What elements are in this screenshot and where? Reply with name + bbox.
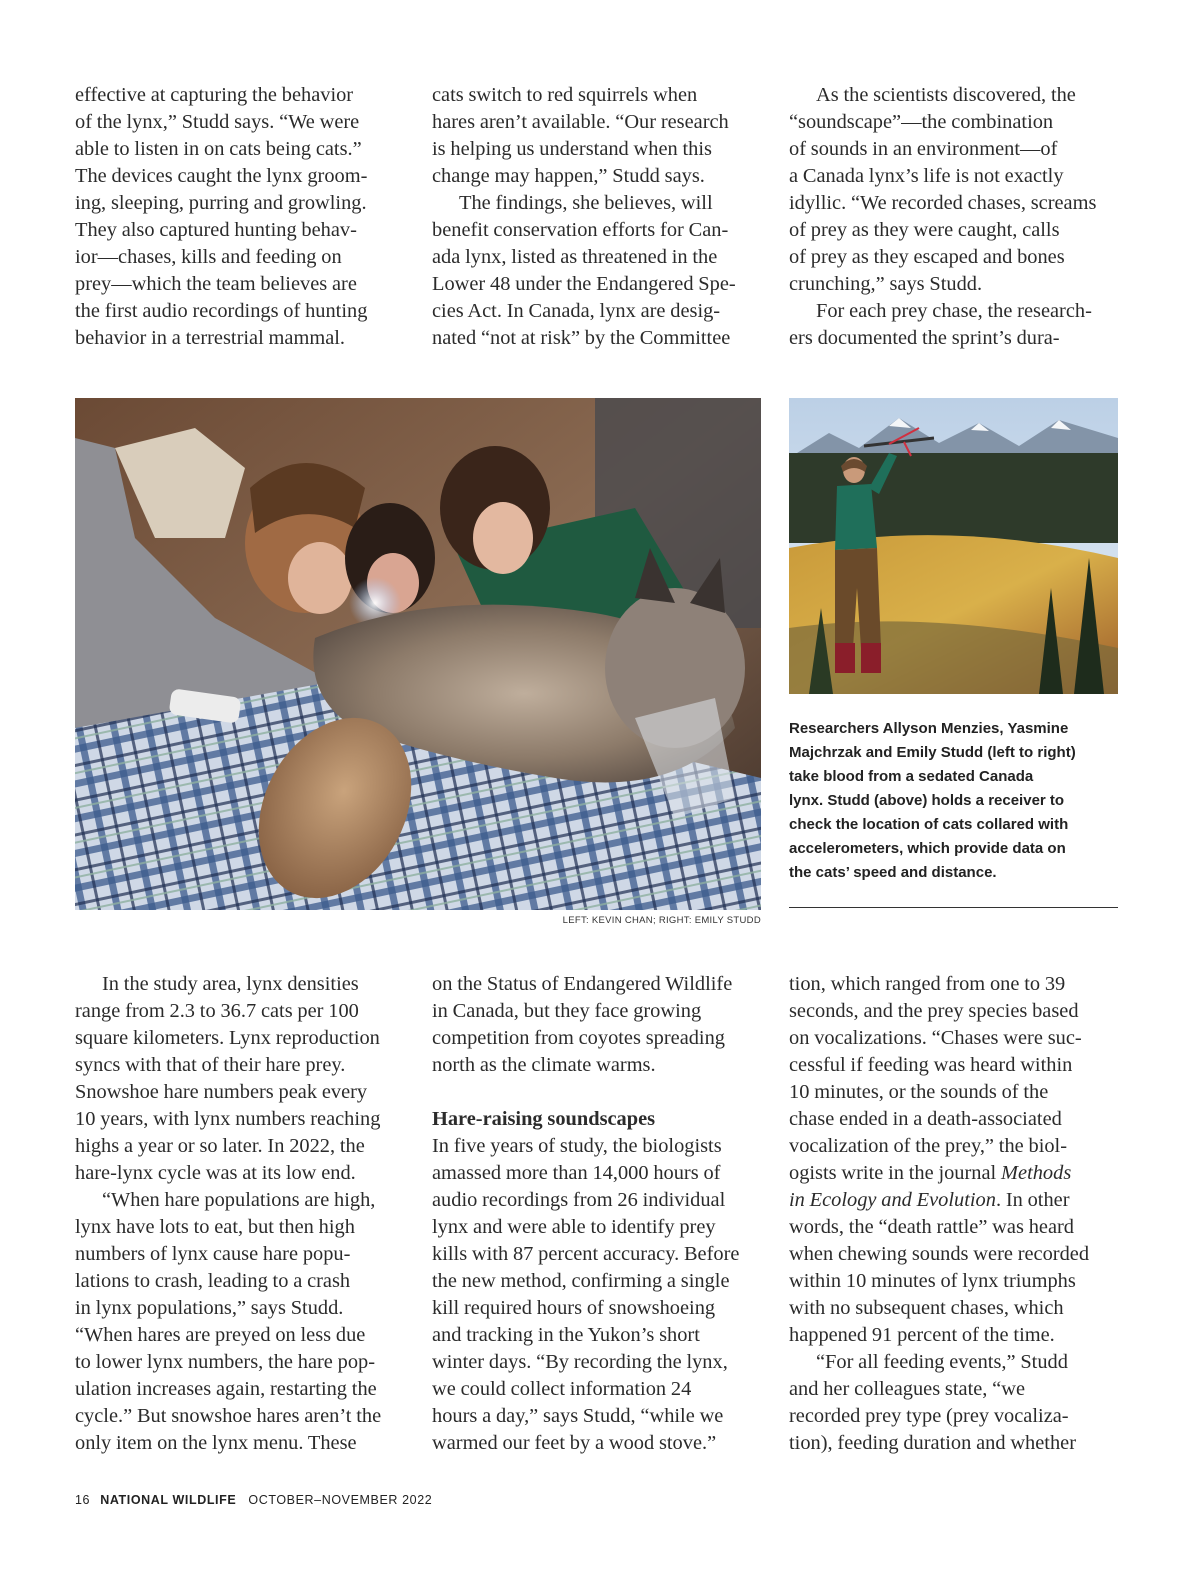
text-line: lynx have lots to eat, but then high — [75, 1216, 355, 1238]
photo-researcher-with-receiver — [789, 398, 1118, 694]
text-line: on vocalizations. “Chases were suc- — [789, 1027, 1082, 1049]
text-line: hare-lynx cycle was at its low end. — [75, 1162, 356, 1184]
text-line: competition from coyotes spreading — [432, 1027, 725, 1049]
caption-line: Researchers Allyson Menzies, Yasmine — [789, 720, 1069, 737]
text-line: amassed more than 14,000 hours of — [432, 1162, 721, 1184]
text-line: winter days. “By recording the lynx, — [432, 1351, 728, 1373]
text-line: ulation increases again, restarting the — [75, 1378, 377, 1400]
text-line: with no subsequent chases, which — [789, 1297, 1064, 1319]
text-line: Lower 48 under the Endangered Spe- — [432, 273, 736, 295]
text-line: cats switch to red squirrels when — [432, 84, 698, 106]
text-line: The devices caught the lynx groom- — [75, 165, 368, 187]
text-line: a Canada lynx’s life is not exactly — [789, 165, 1064, 187]
text-line: ers documented the sprint’s dura- — [789, 327, 1060, 349]
text-line: crunching,” says Studd. — [789, 273, 983, 295]
photo-researchers-with-lynx — [75, 398, 761, 910]
article-column-top-1 — [75, 82, 415, 352]
text-line: when chewing sounds were recorded — [789, 1243, 1090, 1265]
text-fragment: . In other — [995, 1189, 1070, 1211]
text-line: In the study area, lynx densities — [102, 973, 359, 995]
text-line: chase ended in a death-associated — [789, 1108, 1062, 1130]
text-line: nated “not at risk” by the Committee — [432, 327, 731, 349]
text-line: ing, sleeping, purring and growling. — [75, 192, 367, 214]
text-line: of prey as they were caught, calls — [789, 219, 1060, 241]
text-line: 10 minutes, or the sounds of the — [789, 1081, 1049, 1103]
journal-title-fragment: Methods — [1001, 1162, 1072, 1184]
text-line: vocalization of the prey,” the biol- — [789, 1135, 1068, 1157]
article-column-bottom-3 — [789, 971, 1129, 1457]
text-line: Snowshoe hare numbers peak every — [75, 1081, 368, 1103]
text-line: seconds, and the prey species based — [789, 1000, 1079, 1022]
page-footer — [75, 1493, 432, 1507]
text-line: able to listen in on cats being cats.” — [75, 138, 362, 160]
text-line: in lynx populations,” says Studd. — [75, 1297, 344, 1319]
text-line — [789, 1160, 1129, 1187]
text-line: effective at capturing the behavior — [75, 84, 354, 106]
text-line: numbers of lynx cause hare popu- — [75, 1243, 351, 1265]
caption-line: accelerometers, which provide data on — [789, 840, 1066, 857]
text-line: highs a year or so later. In 2022, the — [75, 1135, 365, 1157]
text-line: lynx and were able to identify prey — [432, 1216, 716, 1238]
text-line: of sounds in an environment—of — [789, 138, 1058, 160]
text-line: and tracking in the Yukon’s short — [432, 1324, 700, 1346]
text-line: prey—which the team believes are — [75, 273, 357, 295]
text-line: warmed our feet by a wood stove.” — [432, 1432, 717, 1454]
text-line: on the Status of Endangered Wildlife — [432, 973, 733, 995]
text-line: kills with 87 percent accuracy. Before — [432, 1243, 740, 1265]
caption-line: check the location of cats collared with — [789, 816, 1069, 833]
text-line: hours a day,” says Studd, “while we — [432, 1405, 724, 1427]
magazine-name: NATIONAL WILDLIFE — [100, 1493, 237, 1507]
photo-credit: LEFT: KEVIN CHAN; RIGHT: EMILY STUDD — [562, 915, 761, 926]
text-line: “For all feeding events,” Studd — [816, 1351, 1068, 1373]
spacer — [432, 1079, 772, 1106]
text-line: The findings, she believes, will — [459, 192, 713, 214]
journal-title-fragment: in Ecology and Evolution — [789, 1189, 996, 1211]
text-fragment: ogists write in the journal — [789, 1162, 997, 1184]
text-line: range from 2.3 to 36.7 cats per 100 — [75, 1000, 359, 1022]
text-line: lations to crash, leading to a crash — [75, 1270, 351, 1292]
text-line: of the lynx,” Studd says. “We were — [75, 111, 360, 133]
text-line: recorded prey type (prey vocaliza- — [789, 1405, 1069, 1427]
section-subheading: Hare-raising soundscapes — [432, 1108, 656, 1130]
text-line: ada lynx, listed as threatened in the — [432, 246, 718, 268]
text-line: “When hare populations are high, — [102, 1189, 376, 1211]
text-line: syncs with that of their hare prey. — [75, 1054, 346, 1076]
text-line: tion), feeding duration and whether — [789, 1432, 1077, 1454]
text-line: the first audio recordings of hunting — [75, 300, 368, 322]
text-line: idyllic. “We recorded chases, screams — [789, 192, 1097, 214]
text-line: In five years of study, the biologists — [432, 1135, 722, 1157]
photo-caption — [789, 717, 1124, 885]
text-line: north as the climate warms. — [432, 1054, 656, 1076]
text-line: in Canada, but they face growing — [432, 1000, 702, 1022]
text-line: They also captured hunting behav- — [75, 219, 357, 241]
text-line: within 10 minutes of lynx triumphs — [789, 1270, 1076, 1292]
text-line: kill required hours of snowshoeing — [432, 1297, 716, 1319]
text-line: tion, which ranged from one to 39 — [789, 973, 1066, 995]
caption-line: the cats’ speed and distance. — [789, 864, 997, 881]
text-line: benefit conservation efforts for Can- — [432, 219, 729, 241]
caption-line: lynx. Studd (above) holds a receiver to — [789, 792, 1065, 809]
caption-line: take blood from a sedated Canada — [789, 768, 1034, 785]
text-line: is helping us understand when this — [432, 138, 712, 160]
article-column-bottom-1 — [75, 971, 415, 1457]
text-line: behavior in a terrestrial mammal. — [75, 327, 346, 349]
text-line: 10 years, with lynx numbers reaching — [75, 1108, 381, 1130]
issue-date: OCTOBER–NOVEMBER 2022 — [248, 1493, 433, 1507]
caption-divider — [789, 907, 1118, 908]
text-line: happened 91 percent of the time. — [789, 1324, 1055, 1346]
text-line: For each prey chase, the research- — [816, 300, 1092, 322]
text-line: of prey as they escaped and bones — [789, 246, 1065, 268]
text-line: and her colleagues state, “we — [789, 1378, 1026, 1400]
text-line: ior—chases, kills and feeding on — [75, 246, 342, 268]
text-line: As the scientists discovered, the — [816, 84, 1076, 106]
text-line: audio recordings from 26 individual — [432, 1189, 726, 1211]
text-line: we could collect information 24 — [432, 1378, 692, 1400]
text-line: only item on the lynx menu. These — [75, 1432, 357, 1454]
article-column-top-3 — [789, 82, 1129, 352]
text-line: “soundscape”—the combination — [789, 111, 1054, 133]
text-line: cies Act. In Canada, lynx are desig- — [432, 300, 721, 322]
caption-line: Majchrzak and Emily Studd (left to right) — [789, 744, 1076, 761]
article-column-top-2 — [432, 82, 772, 352]
text-line: change may happen,” Studd says. — [432, 165, 705, 187]
article-column-bottom-2 — [432, 971, 772, 1457]
text-line: words, the “death rattle” was heard — [789, 1216, 1074, 1238]
text-line: square kilometers. Lynx reproduction — [75, 1027, 380, 1049]
text-line: “When hares are preyed on less due — [75, 1324, 366, 1346]
text-line: to lower lynx numbers, the hare pop- — [75, 1351, 376, 1373]
text-line: cessful if feeding was heard within — [789, 1054, 1073, 1076]
text-line — [789, 1187, 1129, 1214]
page-number: 16 — [75, 1493, 91, 1507]
text-line: hares aren’t available. “Our research — [432, 111, 729, 133]
text-line: the new method, confirming a single — [432, 1270, 730, 1292]
text-line: cycle.” But snowshoe hares aren’t the — [75, 1405, 382, 1427]
